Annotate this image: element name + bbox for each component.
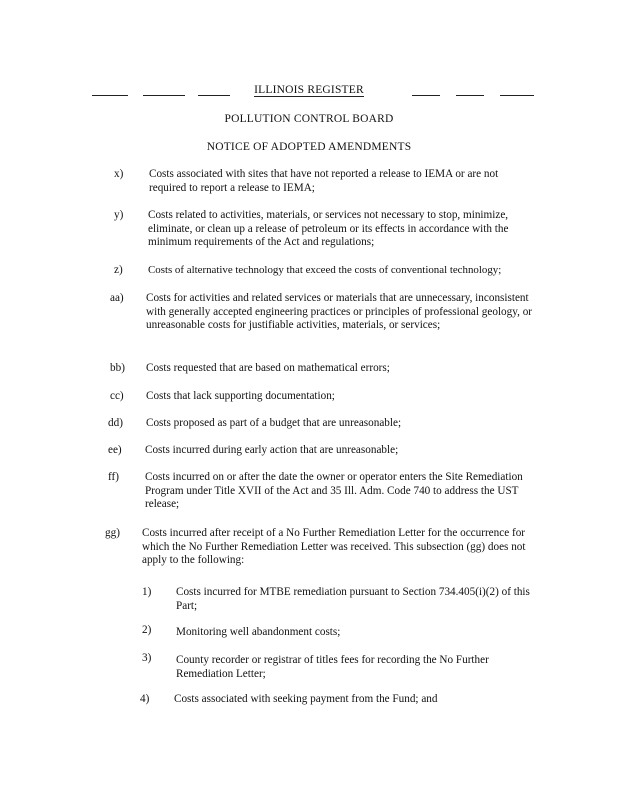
notice-title: NOTICE OF ADOPTED AMENDMENTS <box>206 141 412 153</box>
sub-list-item: County recorder or registrar of titles fees for recording the No Further Remediation Letter; <box>176 654 489 680</box>
item-label: x) <box>114 168 124 180</box>
list-item: Costs incurred after receipt of a No Further Remediation Letter for the occurrence for which the No Further Remediation Letter was received. This subsection (gg) does not apply to the following: <box>142 527 526 566</box>
item-label: cc) <box>110 390 124 402</box>
sub-list-item: Costs incurred for MTBE remediation pursuant to Section 734.405(i)(2) of this Part; <box>176 586 530 612</box>
list-item: Costs requested that are based on mathematical errors; <box>146 362 390 374</box>
item-label: y) <box>114 209 124 221</box>
item-label: gg) <box>105 527 120 539</box>
item-label: ee) <box>108 444 122 456</box>
item-label: z) <box>114 264 123 276</box>
subitem-label: 3) <box>142 652 152 664</box>
sub-list-item: Monitoring well abandonment costs; <box>176 626 341 638</box>
subitem-label: 1) <box>142 586 152 598</box>
item-label: ff) <box>108 471 119 483</box>
subitem-label: 2) <box>142 624 152 636</box>
list-item: Costs incurred on or after the date the owner or operator enters the Site Remediation Program under Title XVII of the Act and 35 Ill. Adm. Code 740 to address the UST release; <box>145 471 523 510</box>
item-label: bb) <box>110 362 125 374</box>
item-label: dd) <box>108 417 123 429</box>
register-title: ILLINOIS REGISTER <box>254 84 364 96</box>
list-item: Costs that lack supporting documentation; <box>146 390 335 402</box>
item-label: aa) <box>110 292 124 304</box>
list-item: Costs for activities and related services or materials that are unnecessary, inconsistent with generally accepted engineering practices or principles of professional geology, or unreasonable costs for justifiable activities, materials, or services; <box>146 292 533 331</box>
board-title: POLLUTION CONTROL BOARD <box>224 113 394 125</box>
list-item: Costs incurred during early action that are unreasonable; <box>145 444 399 456</box>
list-item: Costs associated with sites that have not reported a release to IEMA or are not required to report a release to IEMA; <box>149 168 499 194</box>
list-item: Costs of alternative technology that exceed the costs of conventional technology; <box>148 264 502 276</box>
list-item: Costs proposed as part of a budget that are unreasonable; <box>146 417 402 429</box>
subitem-label: 4) <box>140 693 150 705</box>
sub-list-item: Costs associated with seeking payment from the Fund; and <box>174 693 438 705</box>
list-item: Costs related to activities, materials, or services not necessary to stop, minimize, eliminate, or clean up a release of petroleum or its effects in accordance with the minimum requirements of the Act and regulations; <box>148 209 509 248</box>
